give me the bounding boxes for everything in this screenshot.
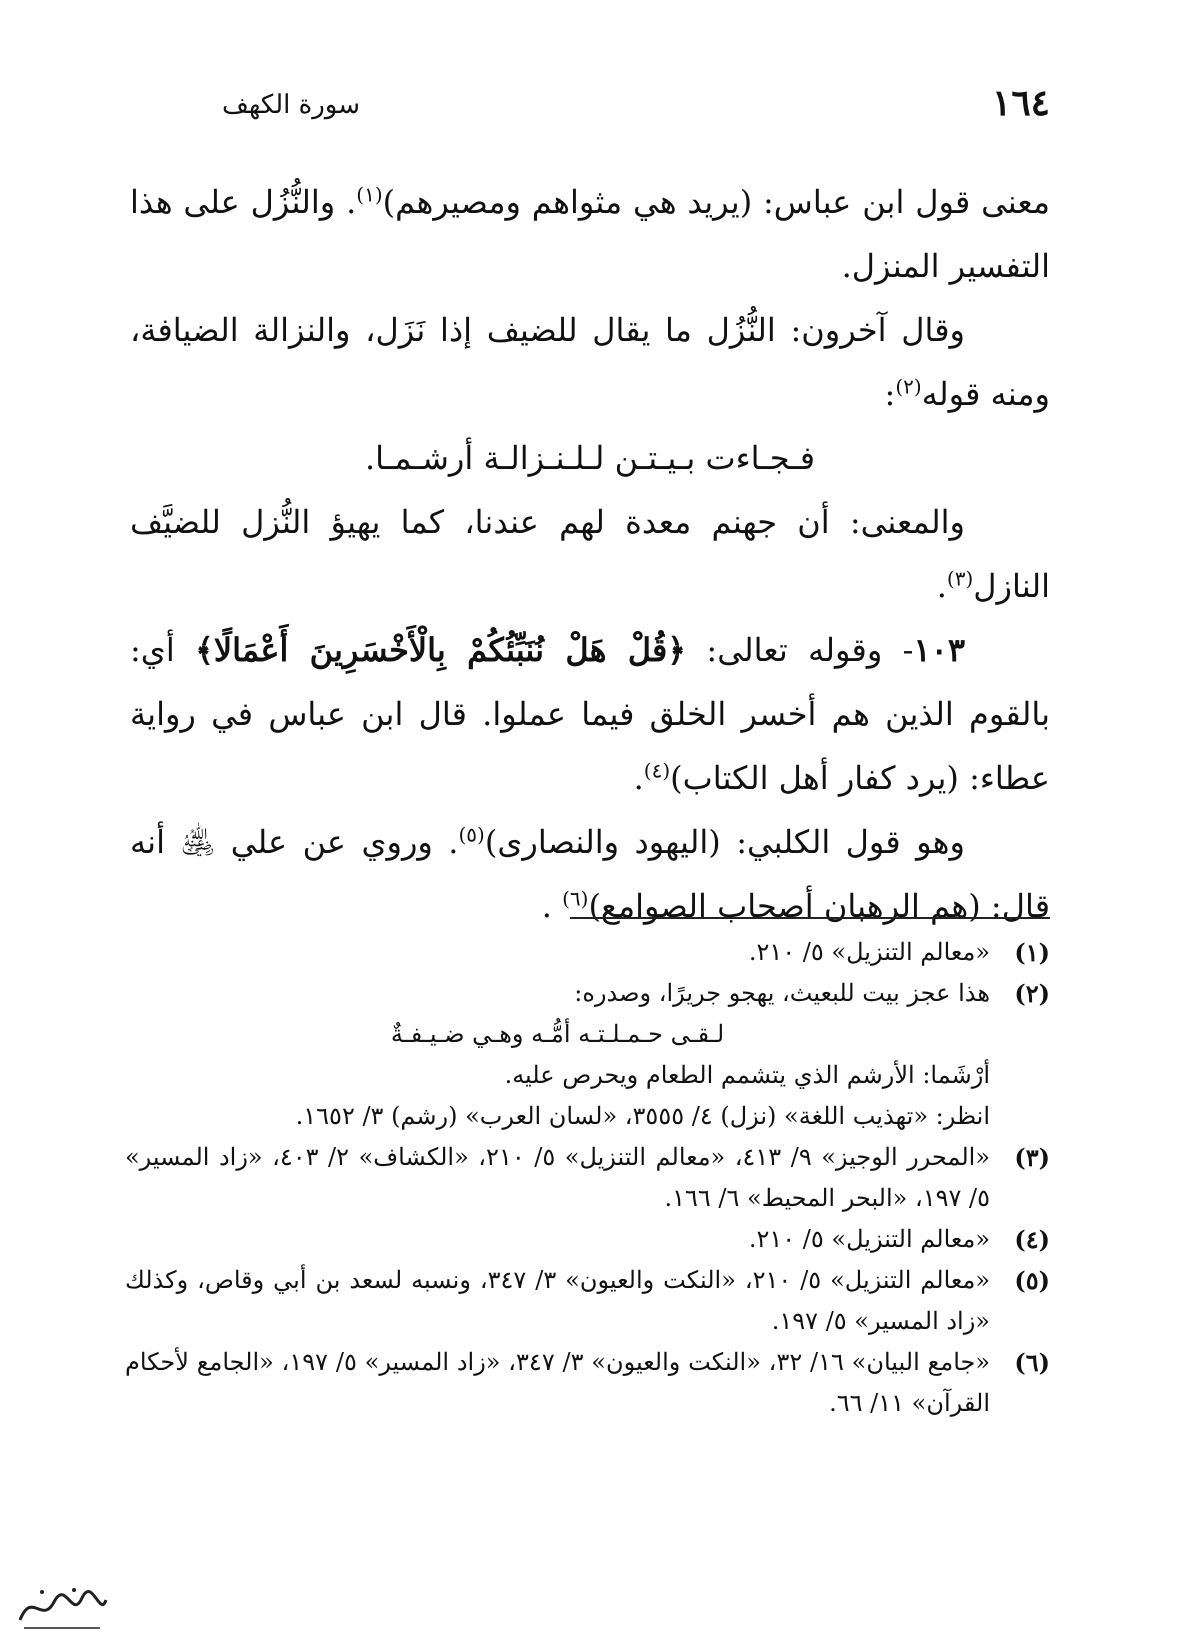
page-header xyxy=(175,82,1050,142)
paragraph-1: معنى قول ابن عباس: (يريد هي مثواهم ومصيرهم)$^{(١)}$. والنُّزُل على هذا التفسير المنزل. xyxy=(130,182,1051,285)
footnote-4: (٤) «معالم التنزيل» ٥/ ٢١٠. xyxy=(748,1225,1050,1254)
footnote-ref-6[interactable]: (٦) xyxy=(562,886,589,911)
footnote-2-gloss: أرْشَما: الأرشم الذي يتشمم الطعام ويحرص عليه. xyxy=(504,1061,990,1089)
paragraph-3: والمعنى: أن جهنم معدة لهم عندنا، كما يهيؤ النُّزل للضيَّف النازل$^{(٣)}$. xyxy=(130,503,1050,605)
main-text xyxy=(130,170,1050,938)
footnote-ref-4[interactable]: (٤) xyxy=(643,758,671,783)
quran-quote: ﴿قُلْ هَلْ نُنَبِّئُكُمْ بِالْأَخْسَرِينَ أَعْمَالًا﴾ xyxy=(195,631,687,669)
paragraph-5: وهو قول الكلبي: (اليهود والنصارى)$^{(٥)}$. وروي عن علي ﵁ أنه قال: (هم الرهبان أصحاب الصوامع)$^{(٦)}$ . xyxy=(130,822,1050,925)
footnote-1: (١) «معالم التنزيل» ٥/ ٢١٠. xyxy=(748,938,1050,967)
footnote-2-refs: انظر: «تهذيب اللغة» (نزل) ٤/ ٣٥٥٥، «لسان العرب» (رشم) ٣/ ١٦٥٢. xyxy=(295,1102,990,1130)
footnote-2-verse: لـقـى حـمـلـتـه أمُّـه وهـي ضـيـفـةٌ xyxy=(390,1020,725,1048)
paragraph-2: وقال آخرون: النُّزُل ما يقال للضيف إذا نَزَل، والنزالة الضيافة، ومنه قوله$^{(٢)}$: xyxy=(130,311,1050,413)
footnote-ref-5[interactable]: (٥) xyxy=(458,822,485,847)
footnote-2: (٢) هذا عجز بيت للبعيث، يهجو جريرًا، وصدره: xyxy=(574,979,1050,1008)
verse-number: ١٠٣ xyxy=(913,631,966,669)
footnote-ref-1[interactable]: (١) xyxy=(356,182,383,207)
footnote-separator xyxy=(570,917,1050,919)
footnote-ref-3[interactable]: (٣) xyxy=(946,566,974,591)
surah-title: سورة الكهف xyxy=(221,90,360,120)
page-number: ١٦٤ xyxy=(991,82,1050,124)
footnote-3: (٣) «المحرر الوجيز» ٩/ ٤١٣، «معالم التنزيل» ٥/ ٢١٠، «الكشاف» ٢/ ٤٠٣، «زاد المسير» ٥/ ١٩٧، «البحر المحيط» ٦/ ١٦٦. xyxy=(125,1143,1050,1212)
calligraphy-logo-icon xyxy=(12,1580,112,1635)
footnote-5: (٥) «معالم التنزيل» ٥/ ٢١٠، «النكت والعيون» ٣/ ٣٤٧، ونسبه لسعد بن أبي وقاص، وكذلك «زاد المسير» ٥/ ١٩٧. xyxy=(125,1266,1050,1335)
poetry-verse: فـجـاءت بـيـتـن لـلـنـزالـة أرشـمـا. xyxy=(364,439,816,477)
publisher-logo xyxy=(12,1580,112,1635)
footnotes xyxy=(125,932,1050,1424)
footnote-6: (٦) «جامع البيان» ١٦/ ٣٢، «النكت والعيون» ٣/ ٣٤٧، «زاد المسير» ٥/ ١٩٧، «الجامع لأحكام القرآن» ١١/ ٦٦. xyxy=(125,1348,1050,1417)
paragraph-4: ١٠٣- وقوله تعالى: ﴿قُلْ هَلْ نُنَبِّئُكُمْ بِالْأَخْسَرِينَ أَعْمَالًا﴾ أي: بالقوم الذين هم أخسر الخلق فيما عملوا. قال ابن عباس في رواية عطاء: (يرد كفار أهل الكتاب)$^{(٤)}$. xyxy=(130,631,1050,797)
footnote-ref-2[interactable]: (٢) xyxy=(895,374,922,399)
